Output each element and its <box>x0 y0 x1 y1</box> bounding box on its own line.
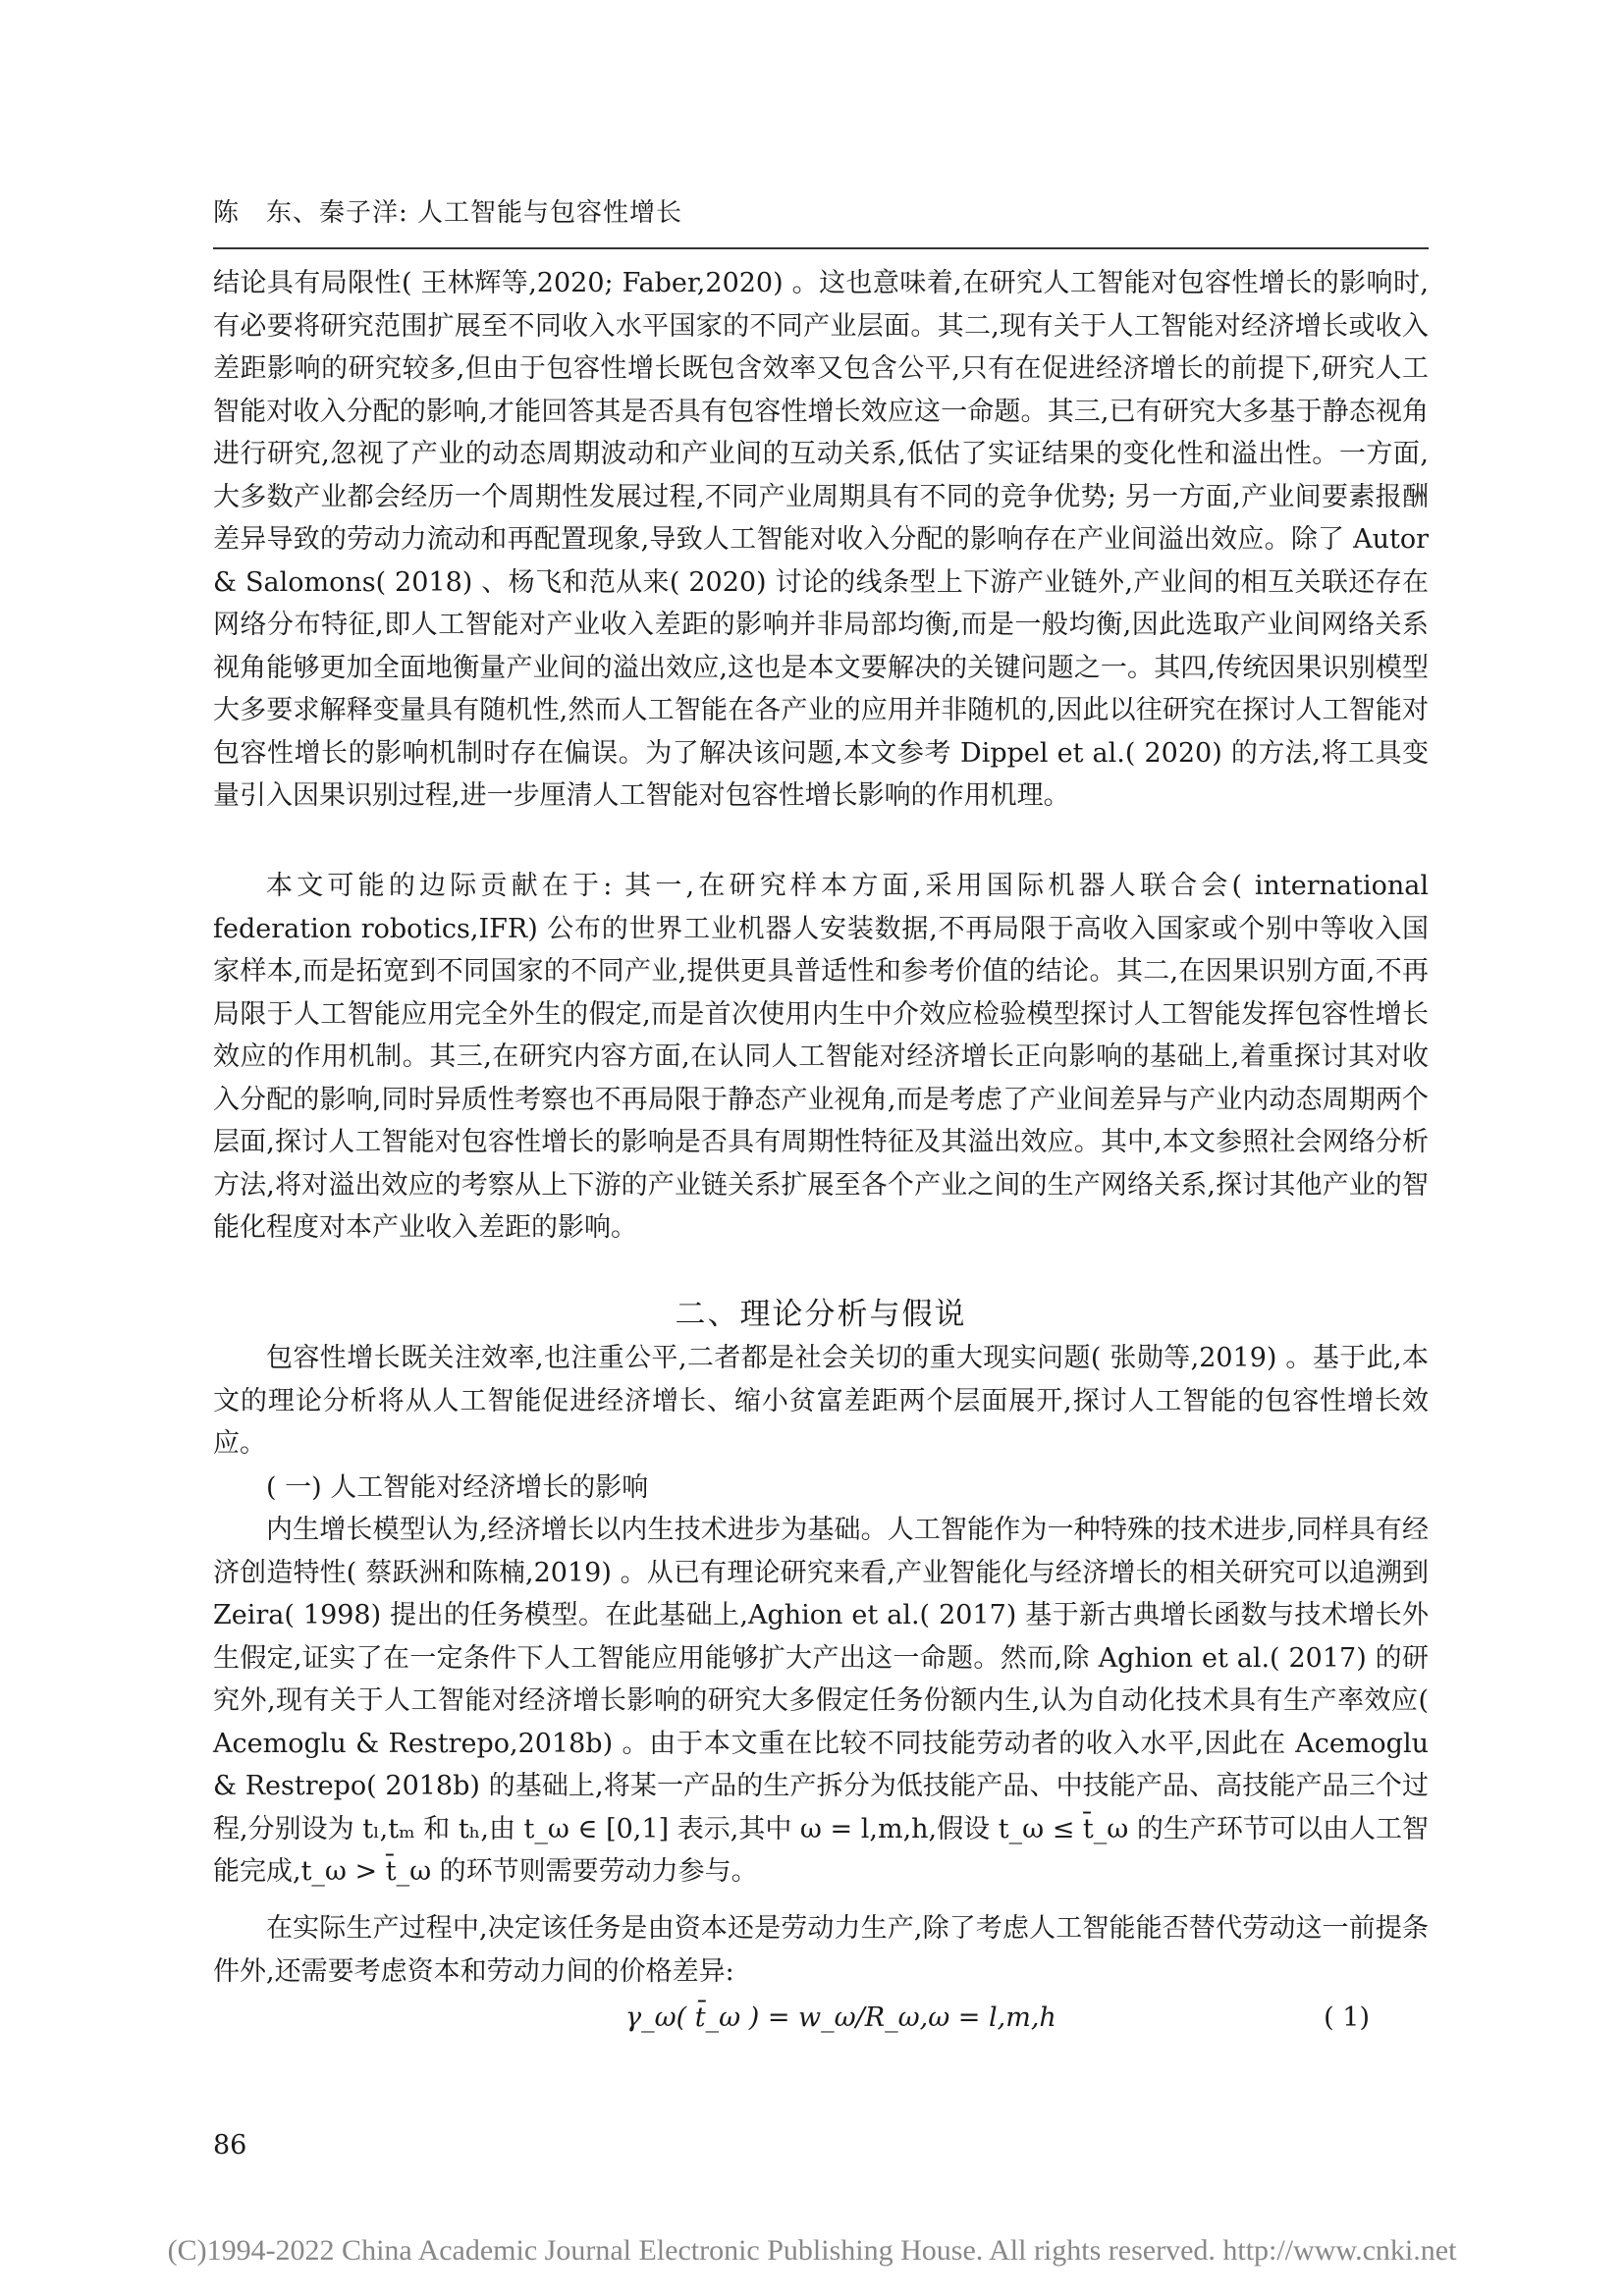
paragraph-production: 在实际生产过程中,决定该任务是由资本还是劳动力生产,除了考虑人工智能能否替代劳动这一前提条件外,还需要考虑资本和劳动力间的价格差异: <box>213 1913 1429 1987</box>
paragraph-limitations: 结论具有局限性( 王林辉等,2020; Faber,2020) 。这也意味着,在研究人工智能对包容性增长的影响时,有必要将研究范围扩展至不同收入水平国家的不同产业层面。其二,现有关于人工智能对经济增长或收入差距影响的研究较多,但由于包容性增长既包含效率又包含公平,只有在促进经济增长的前提下,研究人工智能对收入分配的影响,才能回答其是否具有包容性增长效应这一命题。其三,已有研究大多基于静态视角进行研究,忽视了产业的动态周期波动和产业间的互动关系,低估了实证结果的变化性和溢出性。一方面,大多数产业都会经历一个周期性发展过程,不同产业周期具有不同的竞争优势; 另一方面,产业间要素报酬差异导致的劳动力流动和再配置现象,导致人工智能对收入分配的影响存在产业间溢出效应。除了 Autor & Salomons( 2018) 、杨飞和范从来( 2020) 讨论的线条型上下游产业链外,产业间的相互关联还存在网络分布特征,即人工智能对产业收入差距的影响并非局部均衡,而是一般均衡,因此选取产业间网络关系视角能够更加全面地衡量产业间的溢出效应,这也是本文要解决的关键问题之一。其四,传统因果识别模型大多要求解释变量具有随机性,然而人工智能在各产业的应用并非随机的,因此以往研究在探讨人工智能对包容性增长的影响机制时存在偏误。为了解决该问题,本文参考 Dippel et al.( 2020) 的方法,将工具变量引入因果识别过程,进一步厘清人工智能对包容性增长影响的作用机理。 <box>213 268 1429 811</box>
paragraph-theory-intro: 包容性增长既关注效率,也注重公平,二者都是社会关切的重大现实问题( 张勋等,2019) 。基于此,本文的理论分析将从人工智能促进经济增长、缩小贫富差距两个层面展开,探讨人工智能的包容性增长效应。 <box>213 1343 1429 1459</box>
running-header: 陈 东、秦子洋: 人工智能与包容性增长 <box>213 198 683 228</box>
copyright-footer: (C)1994-2022 China Academic Journal Electronic Publishing House. All rights reserved. http://www.cnki.net <box>167 2234 1457 2267</box>
equation-number: ( 1) <box>1324 2002 1370 2033</box>
paragraph-growth-model: 内生增长模型认为,经济增长以内生技术进步为基础。人工智能作为一种特殊的技术进步,同样具有经济创造特性( 蔡跃洲和陈楠,2019) 。从已有理论研究来看,产业智能化与经济增长的相关研究可以追溯到 Zeira( 1998) 提出的任务模型。在此基础上,Aghion et al.( 2017) 基于新古典增长函数与技术增长外生假定,证实了在一定条件下人工智能应用能够扩大产出这一命题。然而,除 Aghion et al.( 2017) 的研究外,现有关于人工智能对经济增长影响的研究大多假定任务份额内生,认为自动化技术具有生产率效应( Acemoglu & Restrepo,2018b) 。由于本文重在比较不同技能劳动者的收入水平,因此在 Acemoglu & Restrepo( 2018b) 的基础上,将某一产品的生产拆分为低技能产品、中技能产品、高技能产品三个过程,分别设为 tₗ,tₘ 和 tₕ,由 t_ω ∈ [0,1] 表示,其中 ω = l,m,h,假设 t_ω ≤ t̄_ω 的生产环节可以由人工智能完成,t_ω > t̄_ω 的环节则需要劳动力参与。 <box>213 1515 1429 1887</box>
section-title: 二、理论分析与假说 <box>675 1297 967 1332</box>
subsection-heading: ( 一) 人工智能对经济增长的影响 <box>266 1472 649 1503</box>
equation-expression: γ_ω( t̄_ω ) = w_ω/R_ω,ω = l,m,h <box>625 2002 1056 2033</box>
page-number: 86 <box>213 2130 247 2161</box>
paragraph-contributions: 本文可能的边际贡献在于: 其一,在研究样本方面,采用国际机器人联合会( international federation robotics,IFR) 公布的世界工业机器人安装数据,不再局限于高收入国家或个别中等收入国家样本,而是拓宽到不同国家的不同产业,提供更具普适性和参考价值的结论。其二,在因果识别方面,不再局限于人工智能应用完全外生的假定,而是首次使用内生中介效应检验模型探讨人工智能发挥包容性增长效应的作用机制。其三,在研究内容方面,在认同人工智能对经济增长正向影响的基础上,着重探讨其对收入分配的影响,同时异质性考察也不再局限于静态产业视角,而是考虑了产业间差异与产业内动态周期两个层面,探讨人工智能对包容性增长的影响是否具有周期性特征及其溢出效应。其中,本文参照社会网络分析方法,将对溢出效应的考察从上下游的产业链关系扩展至各个产业之间的生产网络关系,探讨其他产业的智能化程度对本产业收入差距的影响。 <box>213 871 1429 1243</box>
header-rule <box>213 247 1429 249</box>
